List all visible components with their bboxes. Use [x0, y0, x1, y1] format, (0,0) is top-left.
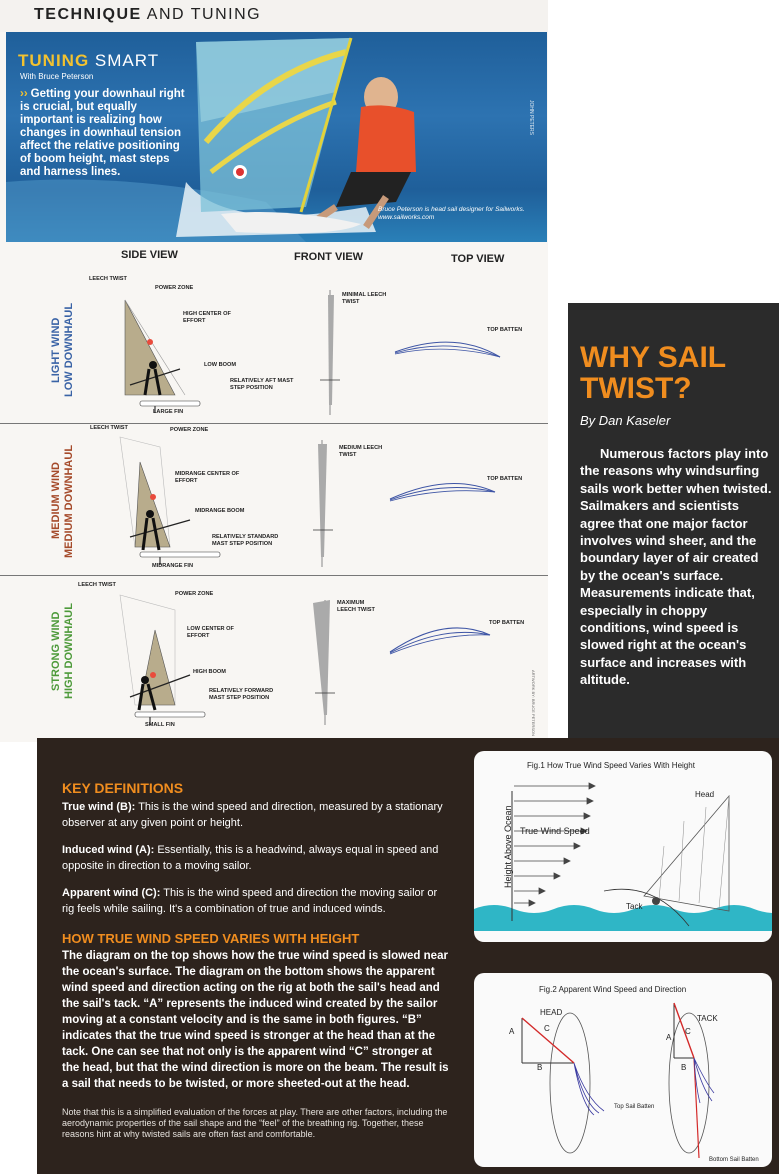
sidebar-body: Numerous factors play into the reasons why windsurfing sails work better when twisted. Sailmakers and scientists agree that one major factor involves wind sheer, and the boundary layer of air created by the ocean's surface. Measurements indicate that, especially in choppy conditions, wind speed is slowed right at the ocean's surface and increases with altitude.	[580, 446, 772, 688]
definition-apparent-wind: Apparent wind (C): This is the wind speed and direction the moving sailor or rig feels while sailing. It's a combination of true and induced winds.	[62, 887, 438, 915]
fig2-title: Fig.2 Apparent Wind Speed and Direction	[539, 985, 687, 994]
definitions-title: KEY DEFINITIONS	[62, 780, 184, 796]
row-divider	[0, 423, 548, 424]
top-batten-label: TOP BATTEN	[487, 476, 523, 482]
fin-label: MIDRANGE FIN	[152, 563, 194, 569]
article-title: TUNING SMART	[18, 51, 160, 70]
footnote: Note that this is a simplified evaluation of the forces at play. There are other factors, including the aerodynamic properties of the sail shape and the “feel” of the breathing rig. Together, these reasons hint at why twisted sails are often fast and comfortable.	[62, 1107, 448, 1139]
chevron-right-icon: ››	[20, 88, 28, 100]
fig2-bottom-batten: Bottom Sail Batten	[709, 1157, 759, 1163]
medium-wind-diagram	[115, 432, 535, 572]
row-divider	[0, 575, 548, 576]
article-byline: With Bruce Peterson	[20, 72, 94, 81]
photo-caption: Bruce Peterson is head sail designer for Sailworks. www.sailworks.com	[378, 206, 525, 221]
sidebar-title: WHY SAIL TWIST?	[580, 341, 727, 405]
fig2-c-label: C	[544, 1024, 550, 1033]
fig1-arrow-label: True Wind Speed	[520, 826, 590, 836]
leech-twist-label: LEECH TWIST	[78, 582, 116, 588]
definition-induced-wind: Induced wind (A): Essentially, this is a headwind, always equal in speed and opposite in direction to a moving sailor.	[62, 844, 439, 872]
leech-twist-label: LEECH TWIST	[89, 276, 127, 282]
fig2-b-label: B	[537, 1063, 543, 1072]
illustration-credit: ARTWORK BY: BRUCE PETERSON	[531, 670, 536, 736]
power-zone-label: POWER ZONE	[155, 285, 194, 291]
row-label-strong-wind: STRONG WIND HIGH DOWNHAUL	[50, 603, 75, 699]
fig2-head-label: HEAD	[540, 1008, 563, 1017]
figure-2	[474, 973, 772, 1167]
fin-label: SMALL FIN	[145, 722, 175, 728]
power-zone-label: POWER ZONE	[170, 427, 209, 433]
mast-step-label: RELATIVELY FORWARD MAST STEP POSITION	[209, 688, 274, 701]
height-section-title: HOW TRUE WIND SPEED VARIES WITH HEIGHT	[62, 931, 360, 946]
top-batten-label: TOP BATTEN	[489, 620, 525, 626]
article-intro: ›› Getting your downhaul right is crucial, but equally important is realizing how changes in downhaul tension affect the relative positioning of boom height, mast steps and harness lines.	[20, 88, 185, 178]
fig2-a-label-right: A	[666, 1033, 672, 1042]
top-batten-label: TOP BATTEN	[487, 327, 523, 333]
figure-1	[474, 751, 772, 942]
leech-twist-label: LEECH TWIST	[90, 425, 128, 431]
row-label-light-wind: LIGHT WIND LOW DOWNHAUL	[50, 302, 75, 398]
center-of-effort-label: MIDRANGE CENTER OF EFFORT	[175, 471, 240, 484]
section-title: TECHNIQUE AND TUNING	[34, 6, 262, 23]
wind-height-diagram	[474, 751, 772, 942]
fig2-a-label: A	[509, 1027, 515, 1036]
power-zone-label: POWER ZONE	[175, 591, 214, 597]
fig1-head-label: Head	[695, 790, 715, 799]
apparent-wind-diagram	[474, 973, 772, 1167]
side-view-heading: SIDE VIEW	[121, 249, 178, 261]
fig2-b-label-right: B	[681, 1063, 687, 1072]
center-of-effort-label: LOW CENTER OF EFFORT	[187, 626, 234, 639]
fig2-tack-label: TACK	[697, 1014, 718, 1023]
height-section-body: The diagram on the top shows how the true wind speed is slowed near the ocean's surface. The diagram on the bottom shows the apparent wind speed and direction acting on the rig at both the sail's head and the sail's tack. “A” represents the induced wind created by the sailor moving at a constant velocity and is the same in both figures. “B” indicates that the true wind speed is stronger at the head than at the tack. One can see that not only is the apparent wind “C” stronger at the head, but that the wind direction is more on the beam. The result is a sail that needs to be twisted, or more sheeted-out at the head.	[62, 950, 449, 1090]
front-twist-label: MINIMAL LEECH TWIST	[342, 292, 387, 305]
mast-step-label: RELATIVELY STANDARD MAST STEP POSITION	[212, 534, 279, 547]
fig1-title: Fig.1 How True Wind Speed Varies With Height	[527, 761, 695, 770]
front-twist-label: MAXIMUM LEECH TWIST	[337, 600, 375, 613]
strong-wind-diagram	[115, 585, 535, 735]
fin-label: LARGE FIN	[153, 409, 184, 415]
front-twist-label: MEDIUM LEECH TWIST	[339, 445, 383, 458]
photo-credit: JOHN PETERS	[528, 100, 534, 136]
fig2-top-batten: Top Sail Batten	[614, 1104, 655, 1110]
light-wind-diagram	[115, 285, 535, 420]
boom-label: MIDRANGE BOOM	[195, 508, 245, 514]
fig1-y-label: Height Above Ocean	[503, 805, 513, 888]
fig2-c-label-right: C	[685, 1027, 691, 1036]
sidebar-byline: By Dan Kaseler	[580, 413, 671, 428]
fig1-tack-label: Tack	[626, 902, 643, 911]
boom-label: LOW BOOM	[204, 362, 237, 368]
top-view-heading: TOP VIEW	[451, 253, 505, 265]
row-label-medium-wind: MEDIUM WIND MEDIUM DOWNHAUL	[50, 444, 75, 558]
boom-label: HIGH BOOM	[193, 669, 226, 675]
front-view-heading: FRONT VIEW	[294, 251, 364, 263]
mast-step-label: RELATIVELY AFT MAST STEP POSITION	[230, 378, 294, 391]
center-of-effort-label: HIGH CENTER OF EFFORT	[183, 311, 231, 324]
definition-true-wind: True wind (B): This is the wind speed and direction, measured by a stationary observer at any given point or height.	[62, 801, 443, 829]
